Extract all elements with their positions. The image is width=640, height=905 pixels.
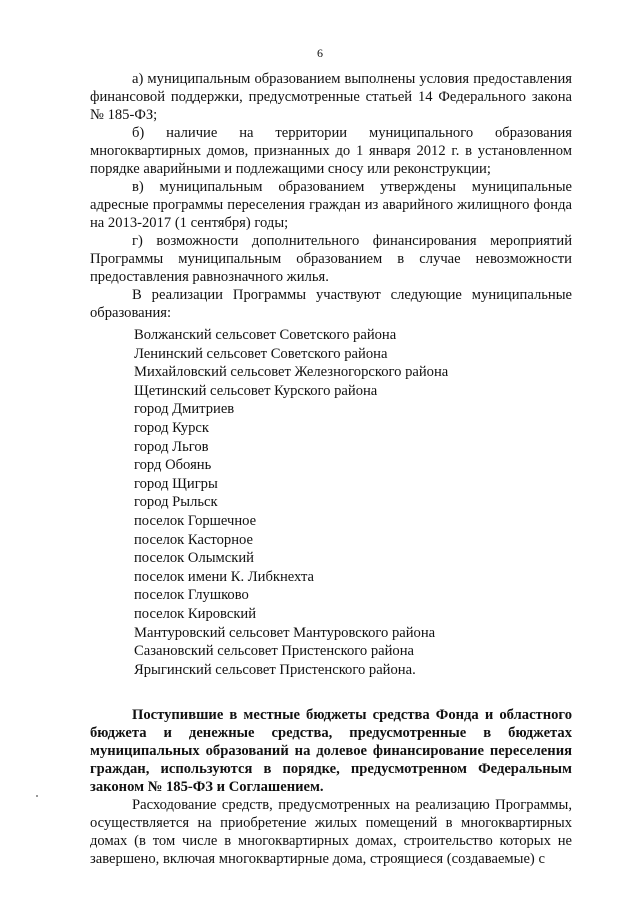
municipality-item: поселок Олымский — [134, 550, 254, 567]
spacer — [90, 679, 572, 706]
municipality-item: Волжанский сельсовет Советского района — [134, 327, 397, 343]
municipality-list — [134, 326, 572, 679]
condition-a: а) муниципальным образованием выполнены условия предоставления финансовой поддержки, предусмотренные статьей 14 Федерального закона № 185-ФЗ; — [90, 71, 572, 123]
municipality-item: Ленинский сельсовет Советского района — [134, 345, 388, 362]
municipality-item: поселок Горшечное — [134, 512, 257, 529]
municipality-item: Щетинский сельсовет Курского района — [134, 382, 378, 399]
municipality-item: город Рыльск — [134, 494, 218, 511]
page-number: 6 — [317, 46, 323, 60]
funds-paragraph: Поступившие в местные бюджеты средства Фонда и областного бюджета и денежные средства, предусмотренные в бюджетах муниципальных образований на долевое финансирование переселения граждан, используются в порядке, предусмотренном Федеральным законом № 185-ФЗ и Соглашением. — [90, 707, 572, 796]
municipality-item: Михайловский сельсовет Железногорского района — [134, 364, 449, 381]
municipality-item: город Курск — [134, 419, 209, 436]
condition-c: в) муниципальным образованием утверждены муниципальные адресные программы переселения граждан из аварийного жилищного фонда на 2013-2017 (1 сентября) годы; — [90, 179, 572, 231]
municipality-item: поселок имени К. Либкнехта — [134, 568, 315, 585]
municipality-item: горд Обоянь — [134, 457, 212, 474]
municipality-item: Ярыгинский сельсовет Пристенского района. — [134, 661, 416, 678]
municipality-item: город Льгов — [134, 438, 209, 455]
condition-d: г) возможности дополнительного финансирования мероприятий Программы муниципальным образованием в случае невозможности предоставления равнозначного жилья. — [90, 233, 572, 285]
condition-b: б) наличие на территории муниципального образования многоквартирных домов, признанных до 1 января 2012 г. в установленном порядке аварийными и подлежащими сносу или реконструкции; — [90, 125, 572, 177]
document-body — [90, 70, 572, 868]
municipality-item: поселок Касторное — [134, 531, 253, 548]
margin-speck — [36, 795, 38, 797]
municipality-item: поселок Глушково — [134, 587, 249, 604]
spending-paragraph: Расходование средств, предусмотренных на реализацию Программы, осуществляется на приобретение жилых помещений в многоквартирных домах (в том числе в многоквартирных домах, строительство которых не завершено, включая многоквартирные дома, строящиеся (создаваемые) с — [90, 797, 572, 868]
municipality-item: город Щигры — [134, 475, 218, 492]
participants-intro: В реализации Программы участвуют следующие муниципальные образования: — [90, 287, 572, 321]
municipality-item: город Дмитриев — [134, 401, 235, 418]
municipality-item: поселок Кировский — [134, 605, 257, 622]
municipality-item: Сазановский сельсовет Пристенского района — [134, 643, 415, 660]
municipality-item: Мантуровский сельсовет Мантуровского района — [134, 624, 436, 641]
